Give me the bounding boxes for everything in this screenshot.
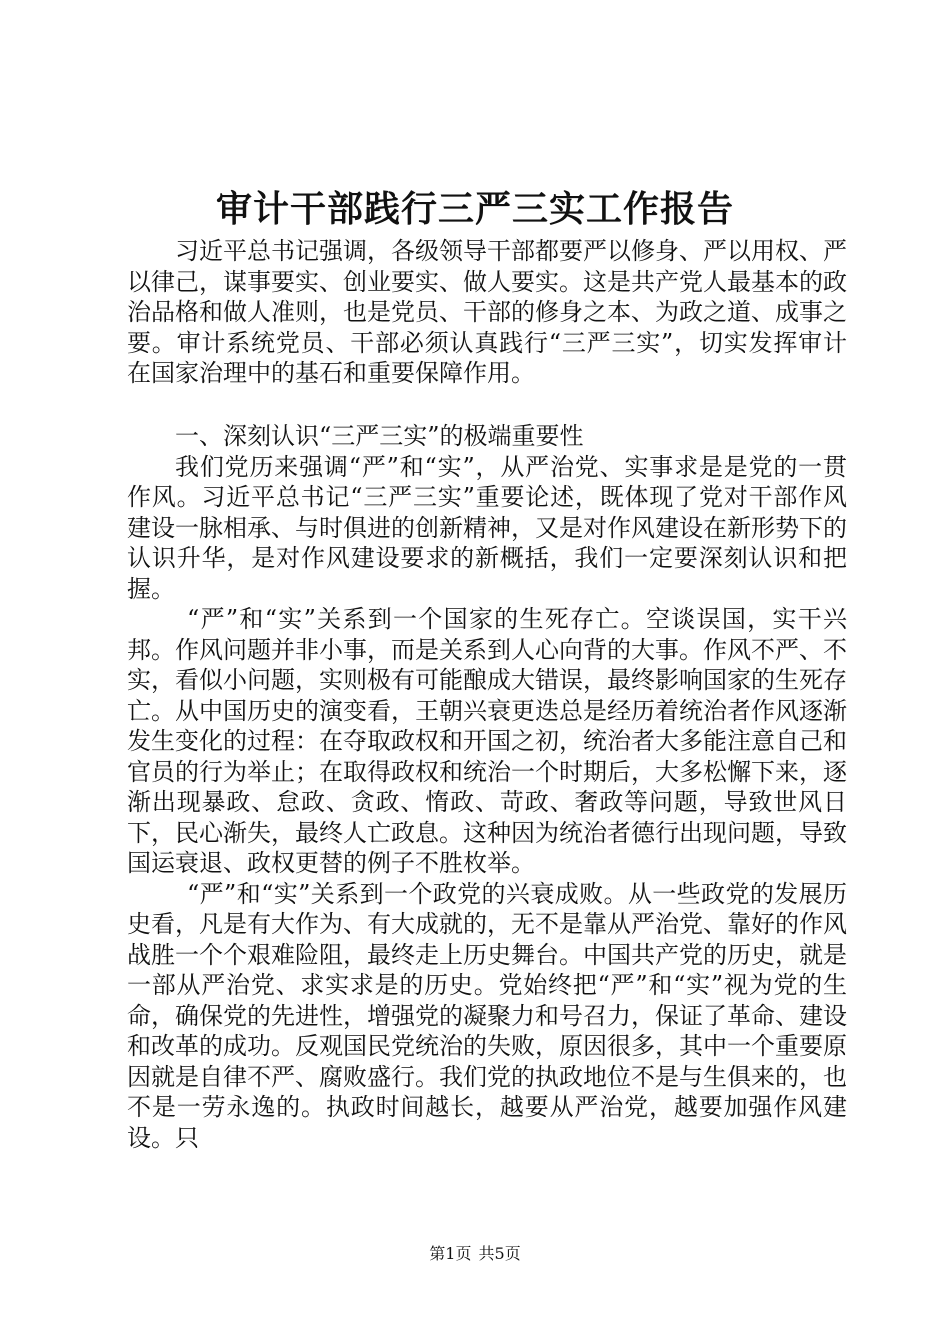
document-title: 审计干部践行三严三实工作报告 xyxy=(215,188,734,230)
section-1 xyxy=(127,421,847,1153)
intro-block xyxy=(127,236,847,389)
section-heading: 一、深刻认识“三严三实”的极端重要性 xyxy=(175,422,584,450)
intro-paragraph: 习近平总书记强调，各级领导干部都要严以修身、严以用权、严以律己，谋事要实、创业要实、做人要实。这是共产党人最基本的政治品格和做人准则，也是党员、干部的修身之本、为政之道、成事之要。审计系统党员、干部必须认真践行“三严三实”，切实发挥审计在国家治理中的基石和重要保障作用。 xyxy=(127,237,847,387)
body-paragraph: 我们党历来强调“严”和“实”，从严治党、实事求是是党的一贯作风。习近平总书记“三严三实”重要论述，既体现了党对干部作风建设一脉相承、与时俱进的创新精神，又是对作风建设在新形势下的认识升华，是对作风建设要求的新概括，我们一定要深刻认识和把握。 xyxy=(127,452,847,603)
body-paragraph: “严”和“实”关系到一个政党的兴衰成败。从一些政党的发展历史看，凡是有大作为、有大成就的，无不是靠从严治党、靠好的作风战胜一个个艰难险阻，最终走上历史舞台。中国共产党的历史，就是一部从严治党、求实求是的历史。党始终把“严”和“实”视为党的生命，确保党的先进性，增强党的凝聚力和号召力，保证了革命、建设和改革的成功。反观国民党统治的失败，原因很多，其中一个重要原因就是自律不严、腐败盛行。我们党的执政地位不是与生俱来的，也不是一劳永逸的。执政时间越长，越要从严治党，越要加强作风建设。只 xyxy=(127,879,847,1152)
page-number: 第1页 共5页 xyxy=(429,1244,521,1263)
body-paragraph: “严”和“实”关系到一个国家的生死存亡。空谈误国，实干兴邦。作风问题并非小事，而是关系到人心向背的大事。作风不严、不实，看似小问题，实则极有可能酿成大错误，最终影响国家的生死存亡。从中国历史的演变看，王朝兴衰更迭总是经历着统治者作风逐渐发生变化的过程：在夺取政权和开国之初，统治者大多能注意自己和官员的行为举止；在取得政权和统治一个时期后，大多松懈下来，逐渐出现暴政、怠政、贪政、惰政、苛政、奢政等问题，导致世风日下，民心渐失，最终人亡政息。这种因为统治者德行出现问题，导致国运衰退、政权更替的例子不胜枚举。 xyxy=(127,605,847,877)
